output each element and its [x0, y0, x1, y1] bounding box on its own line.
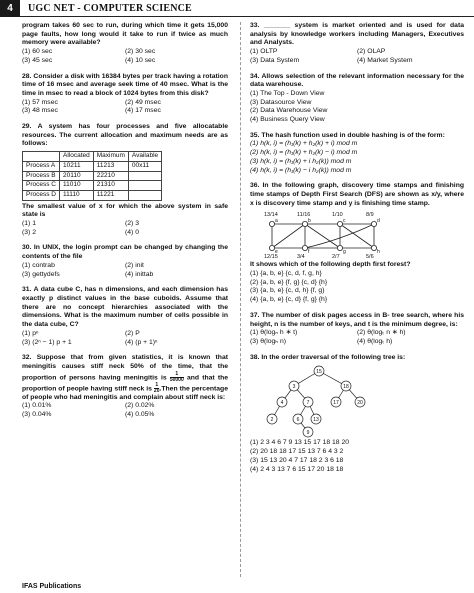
question-text: 31. A data cube C, has n dimensions, and each dimension has exactly p distinct values in the base cuboids. Assume that there are no concept hierarchies associated with the dimensions. What is the maximum number of cells possible in the data cube, C?: [22, 286, 228, 329]
tree-node-label: 7: [306, 400, 310, 407]
option: (3) 2: [22, 228, 36, 236]
option: (4) 2 4 3 13 7 6 15 17 20 18 18: [250, 465, 344, 473]
table-row: [23, 181, 162, 191]
table-cell: Process D: [23, 190, 60, 200]
tree-node-label: 17: [333, 400, 339, 407]
option: (2) h(k, i) = (h₁(k) + h₂(k) − i) mod m: [250, 149, 358, 157]
question-28: [22, 73, 228, 117]
node-label: g: [343, 249, 346, 256]
header-rule: [20, 16, 474, 17]
option: (1) θ(logₙ h ∗ t): [250, 329, 298, 337]
question-30: [22, 244, 228, 279]
question-text: 29. A system has four processes and five allocatable resources. The current allocation and maximum needs are as follows:: [22, 123, 228, 148]
node-label: h: [377, 249, 380, 256]
node-label: d: [377, 218, 380, 225]
tree-node-label: 18: [343, 384, 349, 391]
node-label: b: [308, 218, 311, 225]
option: (2) {a, b, e} {f, g} {c, d} {h}: [250, 278, 328, 286]
tree-node-label: 3: [292, 384, 296, 391]
top-timestamp: 11/16: [297, 212, 311, 219]
option: (1) 0.01%: [22, 402, 52, 410]
graph-node: [302, 222, 307, 227]
option: (3) 0.04%: [22, 411, 52, 419]
graph-node: [371, 222, 376, 227]
top-timestamp: 8/9: [366, 212, 374, 219]
option: (1) contrab: [22, 261, 55, 269]
tree-node-label: 6: [296, 417, 300, 424]
graph-node: [269, 246, 274, 251]
option: (2) 30 sec: [125, 48, 156, 56]
allocation-table: [22, 151, 162, 201]
option: (4) (p + 1)ⁿ: [125, 338, 158, 346]
table-cell: Process A: [23, 161, 60, 171]
question-followup: It shows which of the following depth first forest?: [250, 261, 411, 269]
table-cell: 20110: [59, 171, 93, 181]
option: (4) θ(logₜ h): [357, 337, 393, 345]
bottom-timestamp: 5/6: [366, 254, 374, 261]
option: (3) Datasource View: [250, 98, 312, 106]
option: (4) 0.05%: [125, 411, 155, 419]
right-column: [250, 22, 464, 481]
binary-tree-diagram: [264, 364, 374, 438]
table-cell: 11010: [59, 181, 93, 191]
graph-edge: [305, 224, 374, 248]
table-cell: [128, 171, 161, 181]
question-text-part: and that the proportion of people having stiff neck is: [22, 373, 229, 392]
question-text: 38. In the order traversal of the following tree is:: [250, 353, 406, 361]
table-header-row: [23, 152, 162, 162]
graph-node: [337, 222, 342, 227]
fraction-numerator: 1: [155, 381, 159, 388]
table-row: [23, 171, 162, 181]
tree-node-label: 15: [316, 369, 322, 376]
page-number: 4: [0, 0, 20, 17]
question-27-continued: [22, 22, 228, 66]
question-text: 33. _______ system is market oriented and is used for data analysis by knowledge workers including Managers, Executives and Analysts.: [250, 22, 464, 47]
option: (1) 1: [22, 220, 36, 228]
table-row: [23, 161, 162, 171]
question-text: 34. Allows selection of the relevant information necessary for the data warehouse.: [250, 72, 464, 89]
option: (1) OLTP: [250, 48, 278, 56]
option: (3) (2ⁿ − 1) p + 1: [22, 338, 72, 346]
option: (1) {a, b, e} {c, d, f, g, h}: [250, 270, 322, 278]
graph-node: [371, 246, 376, 251]
question-text: 36. In the following graph, discovery time stamps and finishing time stamps of Depth First Search (DFS) are shown as x/y, where x is discovery time stamp and y is finishing time stamp.: [250, 182, 464, 207]
question-37: [250, 312, 464, 347]
option: (4) {a, b, e} {c, d} {f, g} {h}: [250, 296, 328, 304]
tree-node-label: 4: [280, 400, 284, 407]
option: (4) 17 msec: [125, 107, 161, 115]
fraction-numerator: 1: [170, 372, 184, 378]
option: (2) θ(logₜ n ∗ h): [357, 329, 406, 337]
table-cell: [128, 190, 161, 200]
question-text-part: .Then the percentage of people who had meningitis and complain about stiff neck is:: [22, 384, 228, 401]
bottom-timestamp: 12/15: [264, 254, 278, 261]
option: (1) 2 3 4 6 7 9 13 15 17 18 18 20: [250, 439, 350, 447]
option: (3) 45 sec: [22, 56, 53, 64]
table-cell: 11213: [93, 161, 128, 171]
graph-edge: [272, 224, 305, 248]
question-36: [250, 182, 464, 305]
table-cell: [128, 181, 161, 191]
table-row: [23, 190, 162, 200]
option: (2) Data Warehouse View: [250, 107, 328, 115]
question-29: [22, 123, 228, 237]
node-label: f: [308, 249, 310, 256]
graph-edge: [305, 224, 340, 248]
option: (3) {a, b, e} {c, d, h} {f, g}: [250, 287, 325, 295]
tree-node-label: 20: [357, 400, 363, 407]
column-divider: [240, 22, 241, 577]
table-cell: 11221: [93, 190, 128, 200]
table-header-cell: Maximum: [93, 152, 128, 162]
option: (2) OLAP: [357, 48, 386, 56]
option: (1) 57 msec: [22, 98, 58, 106]
table-cell: 00x11: [128, 161, 161, 171]
table-cell: Process B: [23, 171, 60, 181]
option: (3) θ(logₕ n): [250, 337, 286, 345]
option: (3) Data System: [250, 56, 300, 64]
option: (2) P: [125, 329, 140, 337]
question-35: [250, 132, 464, 176]
option: (4) Market System: [357, 56, 413, 64]
table-cell: 21310: [93, 181, 128, 191]
table-header-cell: [23, 152, 60, 162]
graph-node: [302, 246, 307, 251]
bottom-timestamp: 3/4: [297, 254, 305, 261]
option: (2) 20 18 18 17 15 13 7 6 4 3 2: [250, 448, 344, 456]
option: (4) h(k, i) = (h₁(k) − i h₂(k)) mod m: [250, 166, 352, 174]
option: (1) The Top - Down View: [250, 89, 325, 97]
question-text: 37. The number of disk pages access in B- tree search, where his height, n is the number of keys, and t is the minimum degree, is:: [250, 311, 464, 328]
question-38: [250, 354, 464, 475]
question-32: [22, 354, 228, 420]
table-cell: 22210: [93, 171, 128, 181]
top-timestamp: 13/14: [264, 212, 278, 219]
tree-node-label: 13: [313, 417, 319, 424]
question-text: program takes 60 sec to run, during which time it gets 15,000 page faults, how long would it take to run if twice as much memory were available?: [22, 22, 228, 47]
option: (3) 48 msec: [22, 107, 58, 115]
option: (4) 0: [125, 228, 139, 236]
option: (2) init: [125, 261, 144, 269]
question-text-part: 32. Suppose that from given statistics, it is known that meningitis causes stiff neck 50% of the time, that the proportion of persons having meningitis is: [22, 354, 228, 381]
question-followup: The smallest value of x for which the above system in safe state is: [22, 202, 228, 219]
table-header-cell: Available: [128, 152, 161, 162]
table-cell: 11110: [59, 190, 93, 200]
question-text: [22, 354, 228, 402]
table-header-cell: Allocated: [59, 152, 93, 162]
question-text: 35. The hash function used in double hashing is of the form:: [250, 131, 445, 139]
question-31: [22, 286, 228, 347]
question-text: 28. Consider a disk with 16384 bytes per track having a rotation time of 16 msec and average seek time of 40 msec. What is the time in msec to read a block of 1024 bytes from this disk?: [22, 72, 228, 97]
table-cell: 10211: [59, 161, 93, 171]
left-column: [22, 22, 228, 427]
node-label: e: [275, 249, 278, 256]
graph-node: [269, 222, 274, 227]
page-header: [0, 0, 474, 18]
question-33: [250, 22, 464, 66]
table-cell: Process C: [23, 181, 60, 191]
dfs-graph-diagram: [262, 210, 402, 260]
fraction: [170, 372, 184, 383]
fraction-denominator: 50000: [169, 376, 184, 383]
option: (3) 15 13 20 4 7 17 18 2 3 6 18: [250, 456, 344, 464]
node-label: a: [275, 218, 278, 225]
question-34: [250, 73, 464, 125]
option: (4) Business Query View: [250, 116, 325, 124]
option: (1) 60 sec: [22, 48, 53, 56]
option: (4) inittab: [125, 270, 154, 278]
option: (1) h(k, i) = (h₁(k) + h₂(k) + i) mod m: [250, 140, 358, 148]
tree-node-label: 2: [270, 417, 274, 424]
graph-node: [337, 246, 342, 251]
tree-node-label: 9: [306, 430, 310, 437]
option: (2) 0.02%: [125, 402, 155, 410]
option: (1) pⁿ: [22, 329, 39, 337]
option: (3) gettydefs: [22, 270, 60, 278]
bottom-timestamp: 2/7: [332, 254, 340, 261]
top-timestamp: 1/10: [332, 212, 343, 219]
node-label: c: [343, 218, 346, 225]
fraction-denominator: 20: [153, 387, 160, 394]
publisher-footer: IFAS Publications: [22, 583, 82, 590]
page-title: UGC NET - COMPUTER SCIENCE: [28, 3, 192, 14]
option: (3) h(k, i) = (h₁(k) + i h₂(k)) mod m: [250, 157, 352, 165]
option: (2) 3: [125, 220, 139, 228]
question-text: 30. In UNIX, the login prompt can be changed by changing the contents of the file: [22, 244, 228, 261]
option: (4) 10 sec: [125, 56, 156, 64]
option: (2) 49 msec: [125, 98, 161, 106]
